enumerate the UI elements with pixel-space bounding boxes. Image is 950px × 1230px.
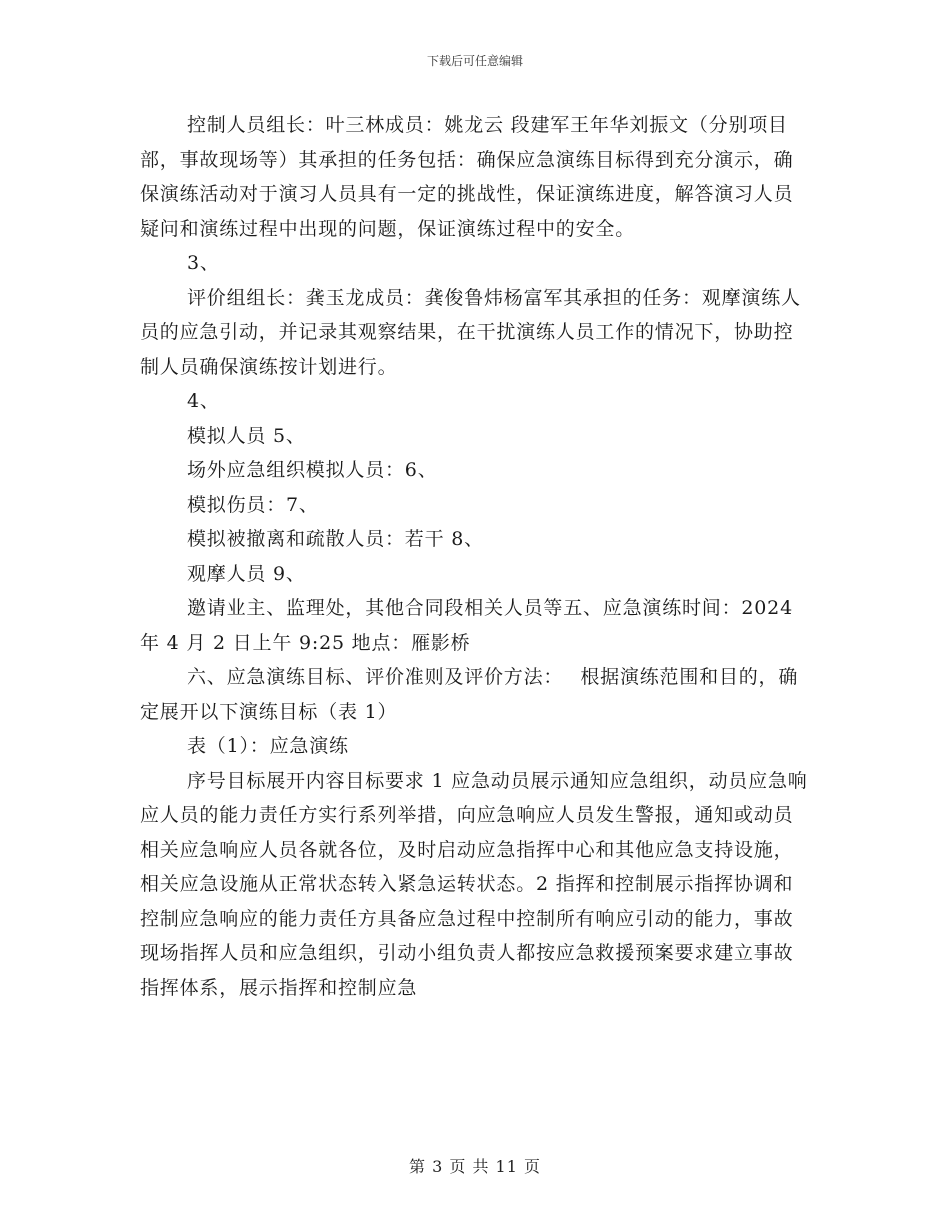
paragraph-item-3: 3、 <box>187 252 220 274</box>
paragraph-evacuees: 模拟被撤离和疏散人员：若干 8、 <box>187 528 484 550</box>
page-header: 下载后可任意编辑 <box>426 54 523 68</box>
paragraph-drill-time: 邀请业主、监理处，其他合同段相关人员等五、应急演练时间：2024 年 4 月 2 日上午 9:25 地点：雁影桥 <box>140 597 793 654</box>
paragraph-simulation-staff: 模拟人员 5、 <box>187 424 306 447</box>
paragraph-drill-objectives: 六、应急演练目标、评价准则及评价方法： 根据演练范围和目的，确定展开以下演练目标（表 1） <box>140 666 799 723</box>
paragraph-observers: 观摩人员 9、 <box>187 562 306 585</box>
paragraph-offsite-simulation: 场外应急组织模拟人员：6、 <box>187 459 438 481</box>
paragraph-control-staff: 控制人员组长：叶三林成员：姚龙云 段建军王年华刘振文（分别项目部，事故现场等）其承担的任务包括：确保应急演练目标得到充分演示，确保演练活动对于演习人员具有一定的挑战性，保证演练进度，解答演习人员疑问和演练过程中出现的问题，保证演练过程中的安全。 <box>140 114 794 240</box>
page-footer: 第 3 页 共 11 页 <box>409 1157 541 1176</box>
paragraph-simulated-wounded: 模拟伤员：7、 <box>187 493 319 516</box>
paragraph-objectives-table-text: 序号目标展开内容目标要求 1 应急动员展示通知应急组织，动员应急响应人员的能力责任方实行系列举措，向应急响应人员发生警报，通知或动员相关应急响应人员各就各位，及时启动应急指挥中心和其他应急支持设施，相关应急设施从正常状态转入紧急运转状态。2 指挥和控制展示指挥协调和控制应急响应的能力责任方具备应急过程中控制所有响应引动的能力，事故现场指挥人员和应急组织，引动小组负责人都按应急救援预案要求建立事故指挥体系，展示指挥和控制应急 <box>140 769 808 999</box>
paragraph-table-caption: 表（1）：应急演练 <box>187 735 349 757</box>
document-body <box>140 108 810 1005</box>
paragraph-evaluation-team: 评价组组长：龚玉龙成员：龚俊鲁炜杨富军其承担的任务：观摩演练人员的应急引动，并记录其观察结果，在干扰演练人员工作的情况下，协助控制人员确保演练按计划进行。 <box>140 286 801 378</box>
paragraph-item-4: 4、 <box>187 390 220 412</box>
